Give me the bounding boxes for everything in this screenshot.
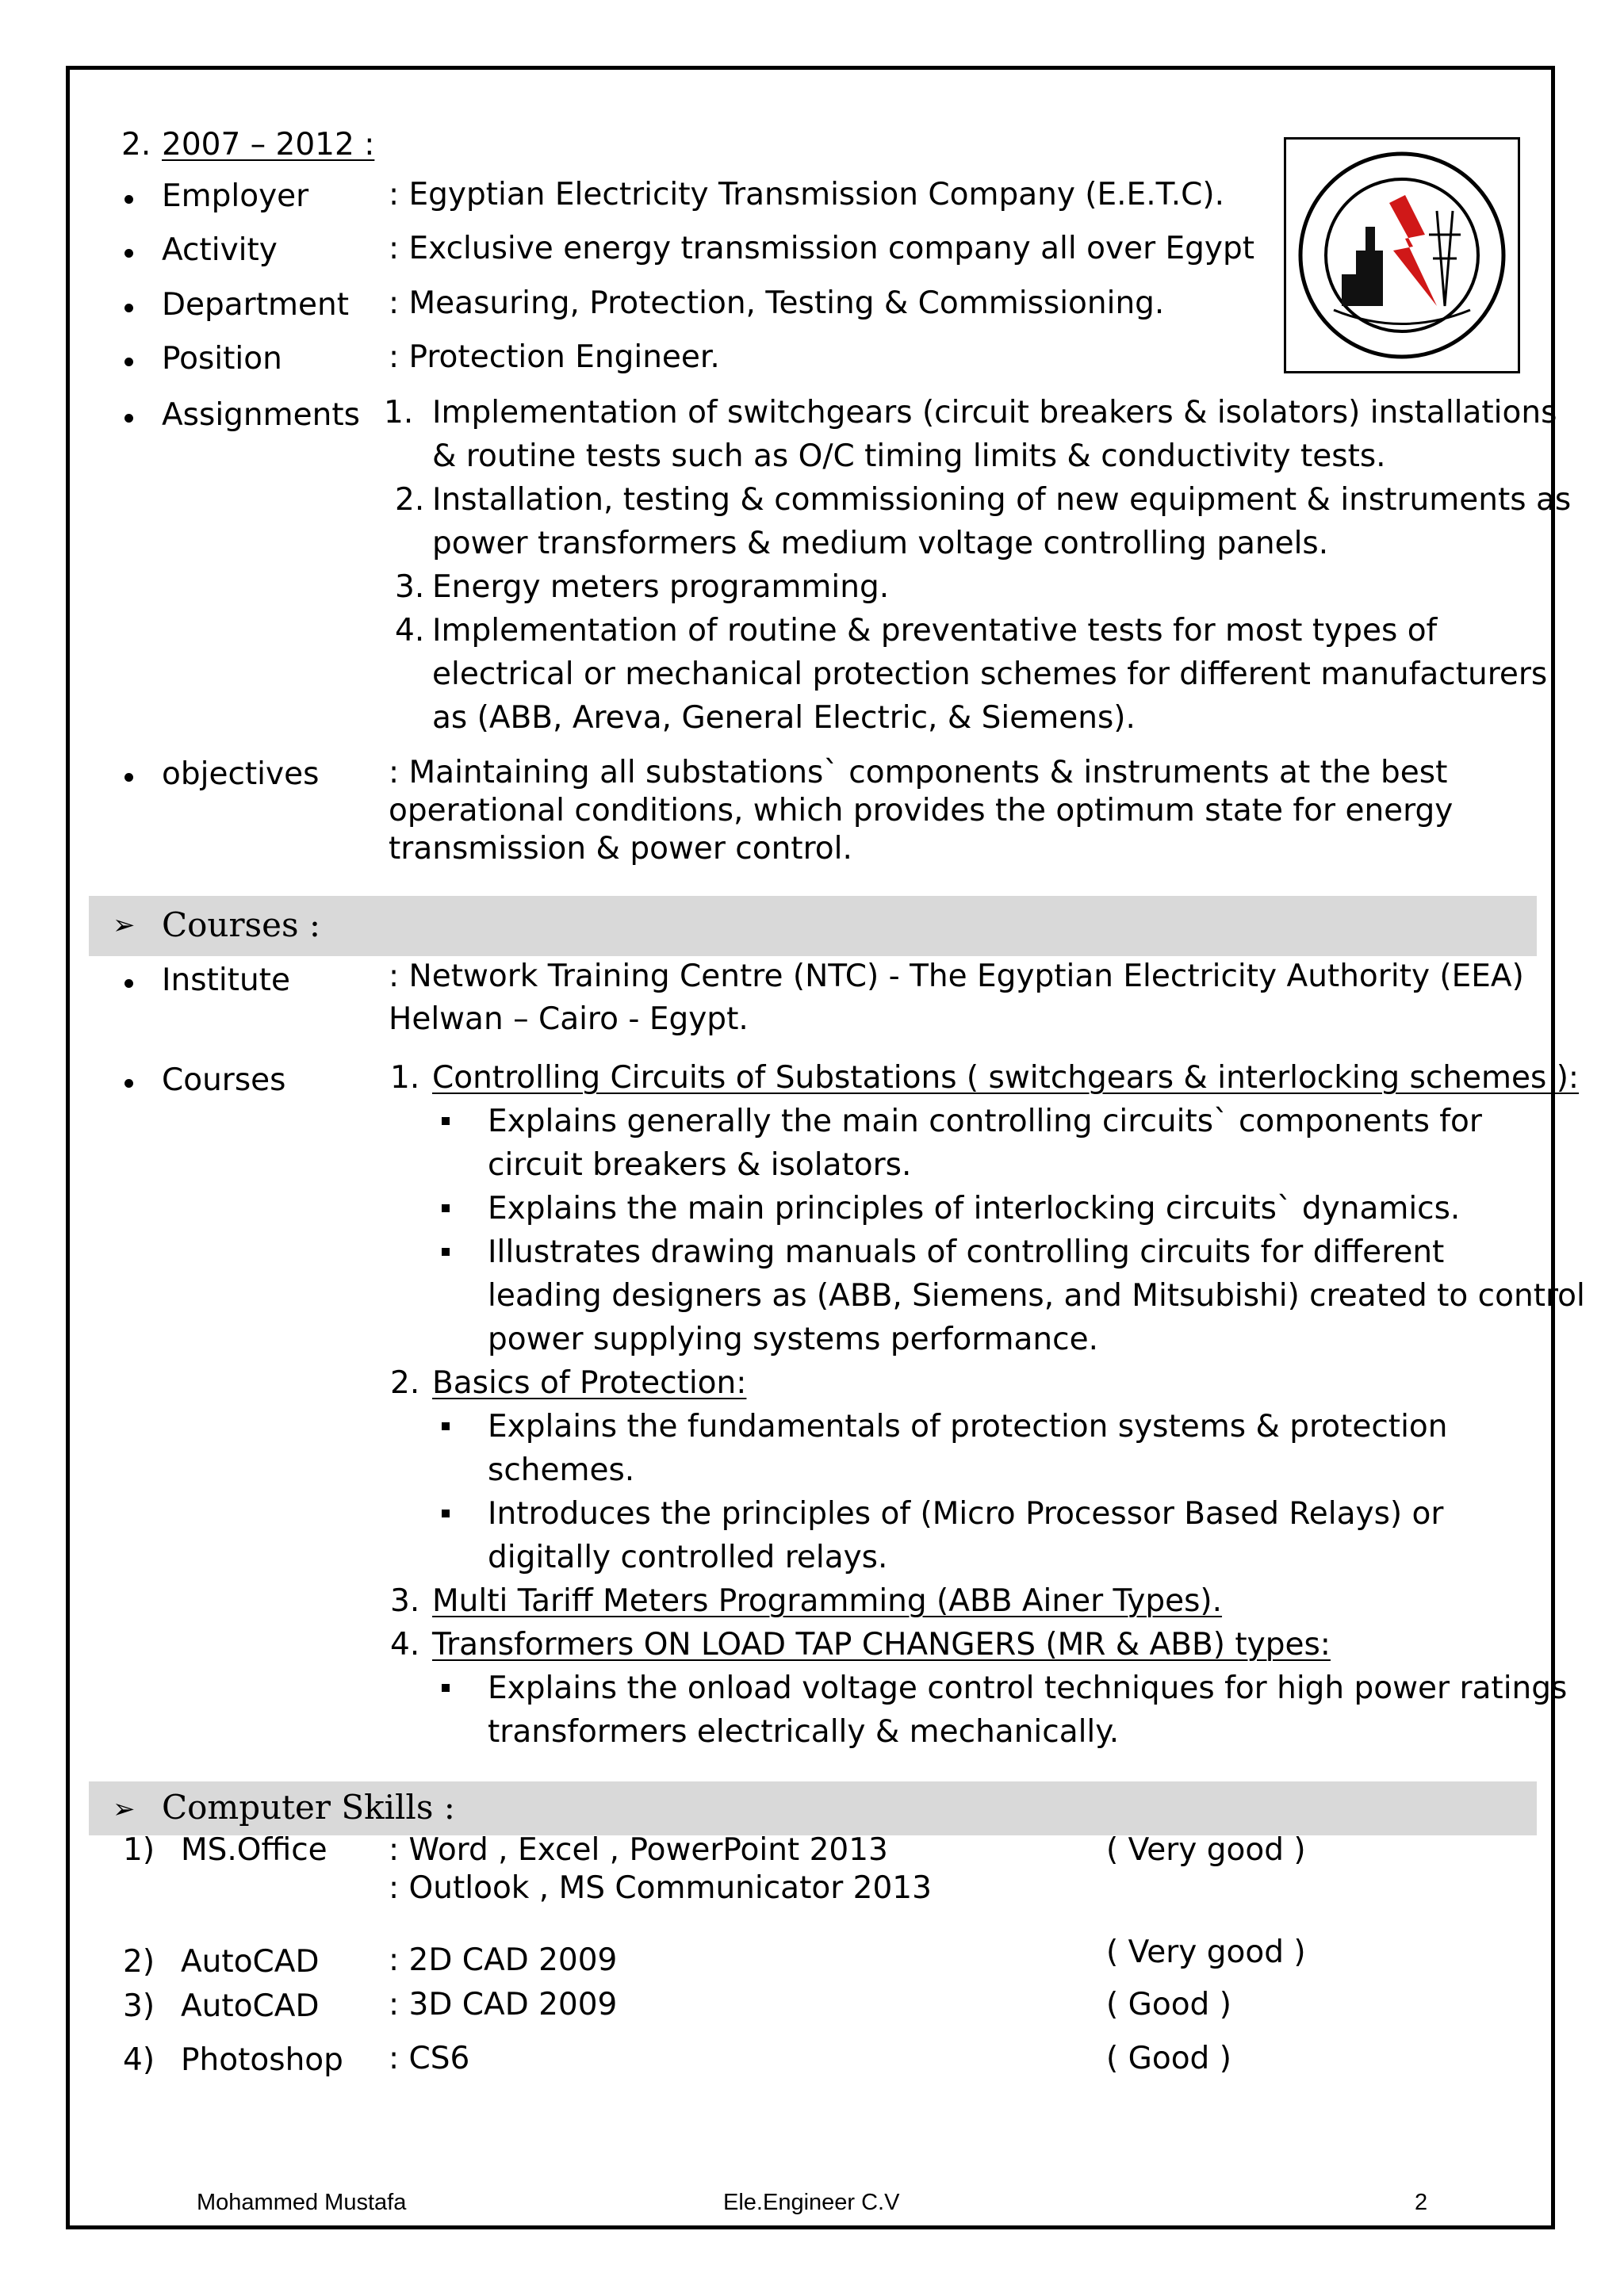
course-number: 3.: [390, 1583, 420, 1619]
course-point: schemes.: [488, 1452, 635, 1488]
objectives-label: objectives: [162, 756, 320, 792]
institute-label: Institute: [162, 962, 290, 998]
department-label: Department: [162, 287, 349, 323]
footer-page-number: 2: [1415, 2190, 1428, 2215]
assignment-line: Implementation of routine & preventative tests for most types of: [432, 613, 1438, 649]
course-point: circuit breakers & isolators.: [488, 1147, 912, 1183]
objectives-line: operational conditions, which provides the optimum state for energy: [389, 793, 1454, 828]
institute-line: : Network Training Centre (NTC) - The Egyptian Electricity Authority (EEA): [389, 959, 1524, 994]
objectives-line: : Maintaining all substations` components & instruments at the best: [389, 755, 1448, 790]
courses-section-header: [89, 896, 1537, 956]
skill-number: 2): [123, 1944, 155, 1980]
skills-title: Computer Skills :: [162, 1788, 455, 1827]
skill-detail: : 3D CAD 2009: [389, 1987, 618, 2022]
department-value: : Measuring, Protection, Testing & Commissioning.: [389, 285, 1165, 321]
institute-line: Helwan – Cairo - Egypt.: [389, 1001, 749, 1037]
assignment-line: Energy meters programming.: [432, 569, 890, 605]
bullet: [124, 195, 133, 204]
assignment-number: 1.: [384, 395, 414, 430]
bullet: [124, 979, 133, 988]
employer-value: : Egyptian Electricity Transmission Company (E.E.T.C).: [389, 177, 1225, 212]
bullet: [124, 249, 133, 258]
course-point: Introduces the principles of (Micro Processor Based Relays) or: [488, 1496, 1444, 1532]
skill-detail: : Outlook , MS Communicator 2013: [389, 1870, 932, 1906]
skill-detail: : CS6: [389, 2041, 470, 2076]
course-point: Explains the fundamentals of protection systems & protection: [488, 1409, 1448, 1445]
position-label: Position: [162, 341, 282, 377]
skill-detail: : Word , Excel , PowerPoint 2013: [389, 1832, 888, 1868]
course-point: Explains the main principles of interlocking circuits` dynamics.: [488, 1191, 1461, 1226]
position-value: : Protection Engineer.: [389, 339, 720, 375]
square-bullet: [442, 1422, 450, 1430]
activity-label: Activity: [162, 232, 278, 268]
assignment-number: 3.: [395, 569, 425, 605]
course-point: Illustrates drawing manuals of controlling circuits for different: [488, 1234, 1445, 1270]
ministry-of-electricity-logo: [1284, 137, 1520, 373]
course-title: Basics of Protection:: [432, 1365, 747, 1401]
job-heading-number: 2.: [121, 127, 151, 163]
courses-title: Courses :: [162, 905, 321, 944]
skill-level: ( Good ): [1106, 1987, 1231, 2022]
course-number: 4.: [390, 1627, 420, 1663]
skill-number: 3): [123, 1988, 155, 2024]
skill-number: 1): [123, 1832, 155, 1868]
activity-value: : Exclusive energy transmission company all over Egypt: [389, 231, 1255, 266]
bullet: [124, 414, 133, 423]
bullet: [124, 773, 133, 782]
arrow-bullet-icon: ➢: [113, 909, 136, 941]
job-heading-period: 2007 – 2012 :: [162, 127, 375, 163]
assignment-line: Implementation of switchgears (circuit breakers & isolators) installations: [432, 395, 1557, 430]
course-point: Explains the onload voltage control techniques for high power ratings: [488, 1670, 1568, 1706]
course-point: Explains generally the main controlling circuits` components for: [488, 1104, 1482, 1139]
logo-emblem-icon: [1286, 140, 1518, 371]
assignment-line: Installation, testing & commissioning of new equipment & instruments as: [432, 482, 1572, 518]
arrow-bullet-icon: ➢: [113, 1793, 136, 1825]
skill-name: AutoCAD: [181, 1988, 320, 2024]
square-bullet: [442, 1684, 450, 1692]
bullet: [124, 358, 133, 366]
course-number: 1.: [390, 1060, 420, 1096]
assignment-line: power transformers & medium voltage controlling panels.: [432, 526, 1329, 561]
skill-name: Photoshop: [181, 2042, 343, 2078]
skill-level: ( Very good ): [1106, 1934, 1306, 1970]
skill-detail: : 2D CAD 2009: [389, 1942, 618, 1978]
course-number: 2.: [390, 1365, 420, 1401]
skill-name: MS.Office: [181, 1832, 327, 1868]
course-point: transformers electrically & mechanically.: [488, 1714, 1120, 1750]
skill-level: ( Good ): [1106, 2041, 1231, 2076]
skill-name: AutoCAD: [181, 1944, 320, 1980]
course-title: Transformers ON LOAD TAP CHANGERS (MR & ABB) types:: [432, 1627, 1331, 1663]
assignment-number: 2.: [395, 482, 425, 518]
bullet: [124, 1079, 133, 1088]
square-bullet: [442, 1204, 450, 1212]
skills-section-header: [89, 1781, 1537, 1835]
courses-label: Courses: [162, 1062, 286, 1098]
objectives-line: transmission & power control.: [389, 831, 852, 867]
course-title: Multi Tariff Meters Programming (ABB Ainer Types).: [432, 1583, 1223, 1619]
assignment-line: electrical or mechanical protection schemes for different manufacturers: [432, 656, 1548, 692]
bullet: [124, 304, 133, 312]
course-point: digitally controlled relays.: [488, 1540, 888, 1575]
course-point: power supplying systems performance.: [488, 1322, 1098, 1357]
skill-level: ( Very good ): [1106, 1832, 1306, 1868]
assignment-number: 4.: [395, 613, 425, 649]
square-bullet: [442, 1117, 450, 1125]
square-bullet: [442, 1248, 450, 1256]
assignments-label: Assignments: [162, 397, 360, 433]
skill-number: 4): [123, 2042, 155, 2078]
footer-document-title: Ele.Engineer C.V: [723, 2190, 900, 2215]
employer-label: Employer: [162, 178, 309, 214]
assignment-line: as (ABB, Areva, General Electric, & Siemens).: [432, 700, 1136, 736]
footer-author: Mohammed Mustafa: [197, 2190, 407, 2215]
assignment-line: & routine tests such as O/C timing limits & conductivity tests.: [432, 438, 1386, 474]
course-point: leading designers as (ABB, Siemens, and Mitsubishi) created to control: [488, 1278, 1585, 1314]
course-title: Controlling Circuits of Substations ( switchgears & interlocking schemes ):: [432, 1060, 1580, 1096]
square-bullet: [442, 1510, 450, 1517]
